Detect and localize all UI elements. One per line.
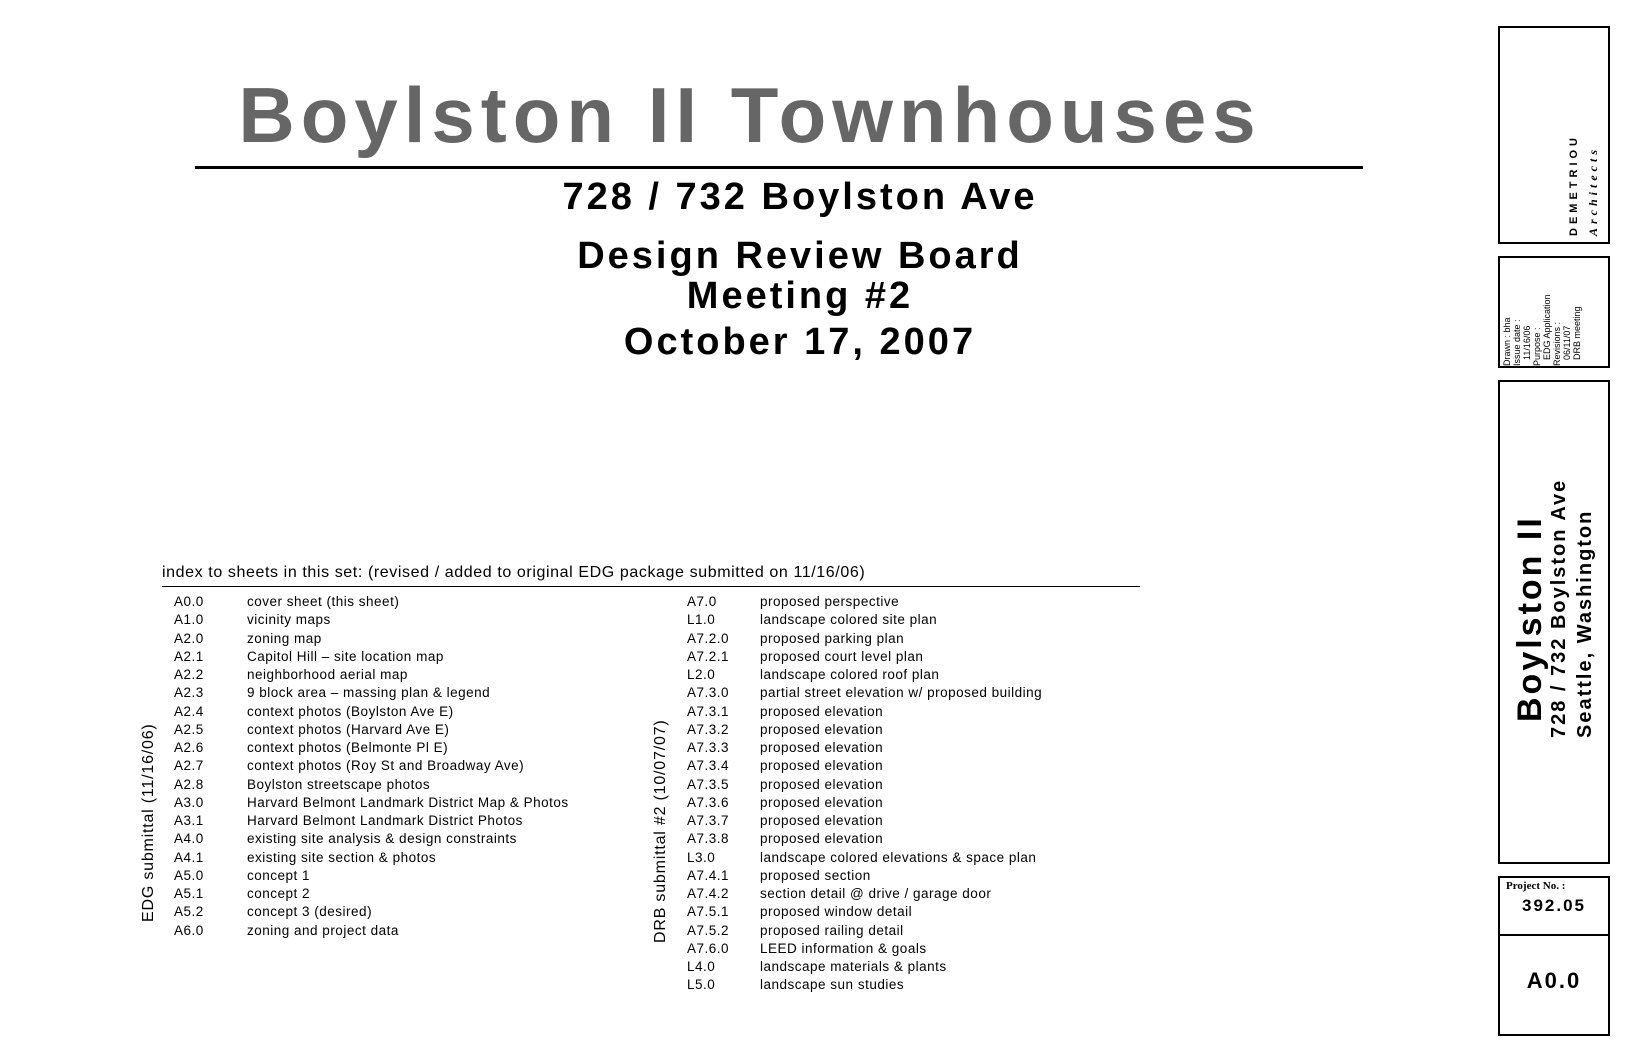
sheet-number-cell: L2.0 <box>687 667 716 682</box>
sheet-number-cell: A7.0 <box>687 594 717 609</box>
sheet-description: existing site analysis & design constraints <box>247 831 517 847</box>
sheet-number-cell: A7.3.1 <box>687 703 730 719</box>
edg-submittal-label: EDG submittal (11/16/06) <box>140 723 157 922</box>
sheet-description: concept 3 (desired) <box>247 904 373 920</box>
sheet-description: context photos (Boylston Ave E) <box>247 703 454 719</box>
sheet-number-cell: A2.5 <box>174 721 204 737</box>
sheet-list-item <box>174 648 569 666</box>
sheet-list-item <box>174 703 569 721</box>
sheet-list-item <box>687 830 1042 848</box>
sheet-description: proposed parking plan <box>760 630 905 646</box>
sheet-list-item <box>687 648 1042 666</box>
meeting-board: Design Review Board <box>577 235 1023 277</box>
firm-subtitle: Architects <box>1586 146 1600 236</box>
index-heading: index to sheets in this set: (revised / added to original EDG package submitted on 11/16/06) <box>162 564 866 581</box>
sheet-number-cell: L3.0 <box>687 849 716 865</box>
drb-submittal-label: DRB submittal #2 (10/07/07) <box>652 719 669 943</box>
sheet-number-cell: A7.2.1 <box>687 648 730 664</box>
sheet-number-cell: A2.8 <box>174 776 204 792</box>
project-address: 728 / 732 Boylston Ave <box>562 176 1038 218</box>
sheet-description: proposed window detail <box>760 904 913 920</box>
sheet-list-item <box>687 630 1042 648</box>
sheet-list-item <box>687 721 1042 739</box>
page-title: Boylston II Townhouses <box>238 71 1262 159</box>
sheet-list-item <box>174 885 569 903</box>
sheet-description: LEED information & goals <box>760 940 927 956</box>
sheet-description: concept 1 <box>247 867 311 883</box>
sheet-list-item <box>687 593 1042 611</box>
sheet-description: zoning and project data <box>247 922 399 938</box>
project-number: 392.05 <box>1522 896 1586 915</box>
sheet-description: neighborhood aerial map <box>247 667 408 682</box>
sheet-list-item <box>687 684 1042 702</box>
sheet-list-item <box>174 630 569 648</box>
project-city: Seattle, Washington <box>1574 509 1596 738</box>
sheet-description: proposed section <box>760 867 871 883</box>
sheet-list-item <box>687 958 1042 976</box>
sheet-description: proposed elevation <box>760 740 884 755</box>
sheet-description: context photos (Harvard Ave E) <box>247 721 450 737</box>
index-divider <box>162 586 1140 587</box>
sheet-list-item <box>174 776 569 794</box>
sheet-description: proposed elevation <box>760 813 884 828</box>
sheet-number-cell: A7.4.1 <box>687 867 730 883</box>
sheet-list-item <box>174 812 569 830</box>
sheet-description: landscape sun studies <box>760 977 905 993</box>
sheet-number-cell: A7.3.3 <box>687 740 730 755</box>
sheet-description: landscape colored site plan <box>760 612 938 628</box>
purpose-label: Purpose : <box>1532 327 1542 366</box>
issue-date-value: 11/16/06 <box>1522 325 1532 360</box>
sheet-number-cell: A5.1 <box>174 886 204 901</box>
sheet-number: A0.0 <box>1526 968 1582 993</box>
sheet-number-cell: A1.0 <box>174 612 204 628</box>
sheet-number-cell: A3.0 <box>174 794 204 810</box>
sheet-number-cell: A5.0 <box>174 867 204 883</box>
sheet-number-cell: A7.3.2 <box>687 721 730 737</box>
sheet-description: Boylston streetscape photos <box>247 776 431 792</box>
sheet-description: Harvard Belmont Landmark District Photos <box>247 813 523 828</box>
sheet-number-cell: A7.3.4 <box>687 758 730 774</box>
sheet-number-cell: A2.6 <box>174 740 204 755</box>
drawn-by: Drawn : bha <box>1502 317 1512 366</box>
sheet-list-item <box>687 903 1042 921</box>
sheet-description: Harvard Belmont Landmark District Map & Photos <box>247 794 569 810</box>
sheet-description: concept 2 <box>247 886 311 901</box>
sheet-number-cell: A7.3.5 <box>687 776 730 792</box>
sheet-list-item <box>174 922 569 940</box>
sheet-number-cell: A4.1 <box>174 849 204 865</box>
sheet-list-item <box>687 739 1042 757</box>
sheet-number-cell: A7.3.7 <box>687 813 730 828</box>
sheet-list-item <box>687 922 1042 940</box>
sheet-number-cell: A2.7 <box>174 758 204 774</box>
sheet-list-item <box>174 794 569 812</box>
sheet-number-cell: A2.3 <box>174 685 204 701</box>
sheet-description: 9 block area – massing plan & legend <box>247 685 491 701</box>
sheet-number-cell: A3.1 <box>174 813 204 828</box>
revision-value: DRB meeting <box>1572 306 1582 360</box>
sheet-description: partial street elevation w/ proposed building <box>760 685 1043 701</box>
sheet-description: proposed railing detail <box>760 922 904 938</box>
project-number-label: Project No. : <box>1506 880 1566 892</box>
sheet-description: zoning map <box>247 630 322 646</box>
sheet-list-item <box>687 976 1042 994</box>
sheet-description: landscape colored roof plan <box>760 667 940 682</box>
sheet-list-item <box>174 830 569 848</box>
sheet-list-item <box>687 703 1042 721</box>
purpose-value: EDG Application <box>1542 294 1552 360</box>
sheet-number-cell: A7.6.0 <box>687 940 730 956</box>
sheet-number-cell: A7.2.0 <box>687 630 730 646</box>
drb-sheet-list <box>687 593 1042 995</box>
project-name: Boylston II <box>1511 515 1549 722</box>
sheet-description: landscape colored elevations & space plan <box>760 849 1037 865</box>
sheet-description: section detail @ drive / garage door <box>760 886 992 901</box>
sheet-number-cell: A7.3.0 <box>687 685 730 701</box>
sheet-list-item <box>687 812 1042 830</box>
sheet-number-cell: L5.0 <box>687 977 716 993</box>
sheet-number-cell: A2.0 <box>174 630 204 646</box>
issue-date-label: Issue date : <box>1512 319 1522 366</box>
sheet-number-cell: A2.2 <box>174 667 204 682</box>
sheet-number-cell: A7.5.1 <box>687 904 730 920</box>
sheet-list-item <box>687 940 1042 958</box>
sheet-description: Capitol Hill – site location map <box>247 648 444 664</box>
sheet-number-cell: A2.4 <box>174 703 204 719</box>
sheet-description: cover sheet (this sheet) <box>247 594 400 609</box>
sheet-number-cell: A7.5.2 <box>687 922 730 938</box>
sheet-list-item <box>687 611 1042 629</box>
sheet-list-item <box>174 867 569 885</box>
sheet-list-item <box>687 757 1042 775</box>
title-underline <box>195 166 1363 169</box>
sheet-description: proposed elevation <box>760 721 884 737</box>
sheet-list-item <box>174 757 569 775</box>
sheet-number-cell: A7.3.6 <box>687 794 730 810</box>
sheet-description: context photos (Roy St and Broadway Ave) <box>247 758 525 774</box>
sheet-list-item <box>687 867 1042 885</box>
meeting-date: October 17, 2007 <box>623 321 977 363</box>
sheet-number-cell: A0.0 <box>174 594 204 609</box>
sheet-number-cell: A4.0 <box>174 831 204 847</box>
sheet-number-cell: A2.1 <box>174 648 204 664</box>
sheet-number-cell: A7.3.8 <box>687 831 730 847</box>
sheet-list-item <box>174 903 569 921</box>
sheet-number-cell: A6.0 <box>174 922 204 938</box>
sheet-list-item <box>687 849 1042 867</box>
sheet-description: existing site section & photos <box>247 849 437 865</box>
sheet-list-item <box>174 611 569 629</box>
sheet-description: context photos (Belmonte Pl E) <box>247 740 449 755</box>
sheet-description: proposed perspective <box>760 594 900 609</box>
sheet-description: proposed elevation <box>760 758 884 774</box>
sheet-list-item <box>174 721 569 739</box>
sheet-list-item <box>174 666 569 684</box>
sheet-list-item <box>687 666 1042 684</box>
edg-sheet-list <box>174 593 569 940</box>
sheet-number-cell: L1.0 <box>687 612 716 628</box>
sheet-description: proposed elevation <box>760 831 884 847</box>
sheet-number-cell: A5.2 <box>174 904 204 920</box>
revision-date: 06/11/07 <box>1562 325 1572 360</box>
project-street: 728 / 732 Boylston Ave <box>1548 478 1570 738</box>
sheet-number-cell: L4.0 <box>687 959 716 974</box>
sheet-list-item <box>687 776 1042 794</box>
sheet-description: landscape materials & plants <box>760 959 947 974</box>
sheet-list-item <box>687 794 1042 812</box>
sheet-list-item <box>174 593 569 611</box>
sheet-list-item <box>174 684 569 702</box>
sheet-description: vicinity maps <box>247 612 331 628</box>
firm-name: DEMETRIOU <box>1568 134 1580 236</box>
sheet-description: proposed elevation <box>760 794 884 810</box>
revisions-label: Revisions : <box>1552 321 1562 366</box>
sheet-number-cell: A7.4.2 <box>687 886 730 901</box>
sheet-list-item <box>174 739 569 757</box>
meeting-number: Meeting #2 <box>686 275 914 317</box>
sheet-list-item <box>174 849 569 867</box>
sheet-description: proposed elevation <box>760 776 884 792</box>
sheet-list-item <box>687 885 1042 903</box>
sheet-description: proposed court level plan <box>760 648 924 664</box>
sheet-description: proposed elevation <box>760 703 884 719</box>
